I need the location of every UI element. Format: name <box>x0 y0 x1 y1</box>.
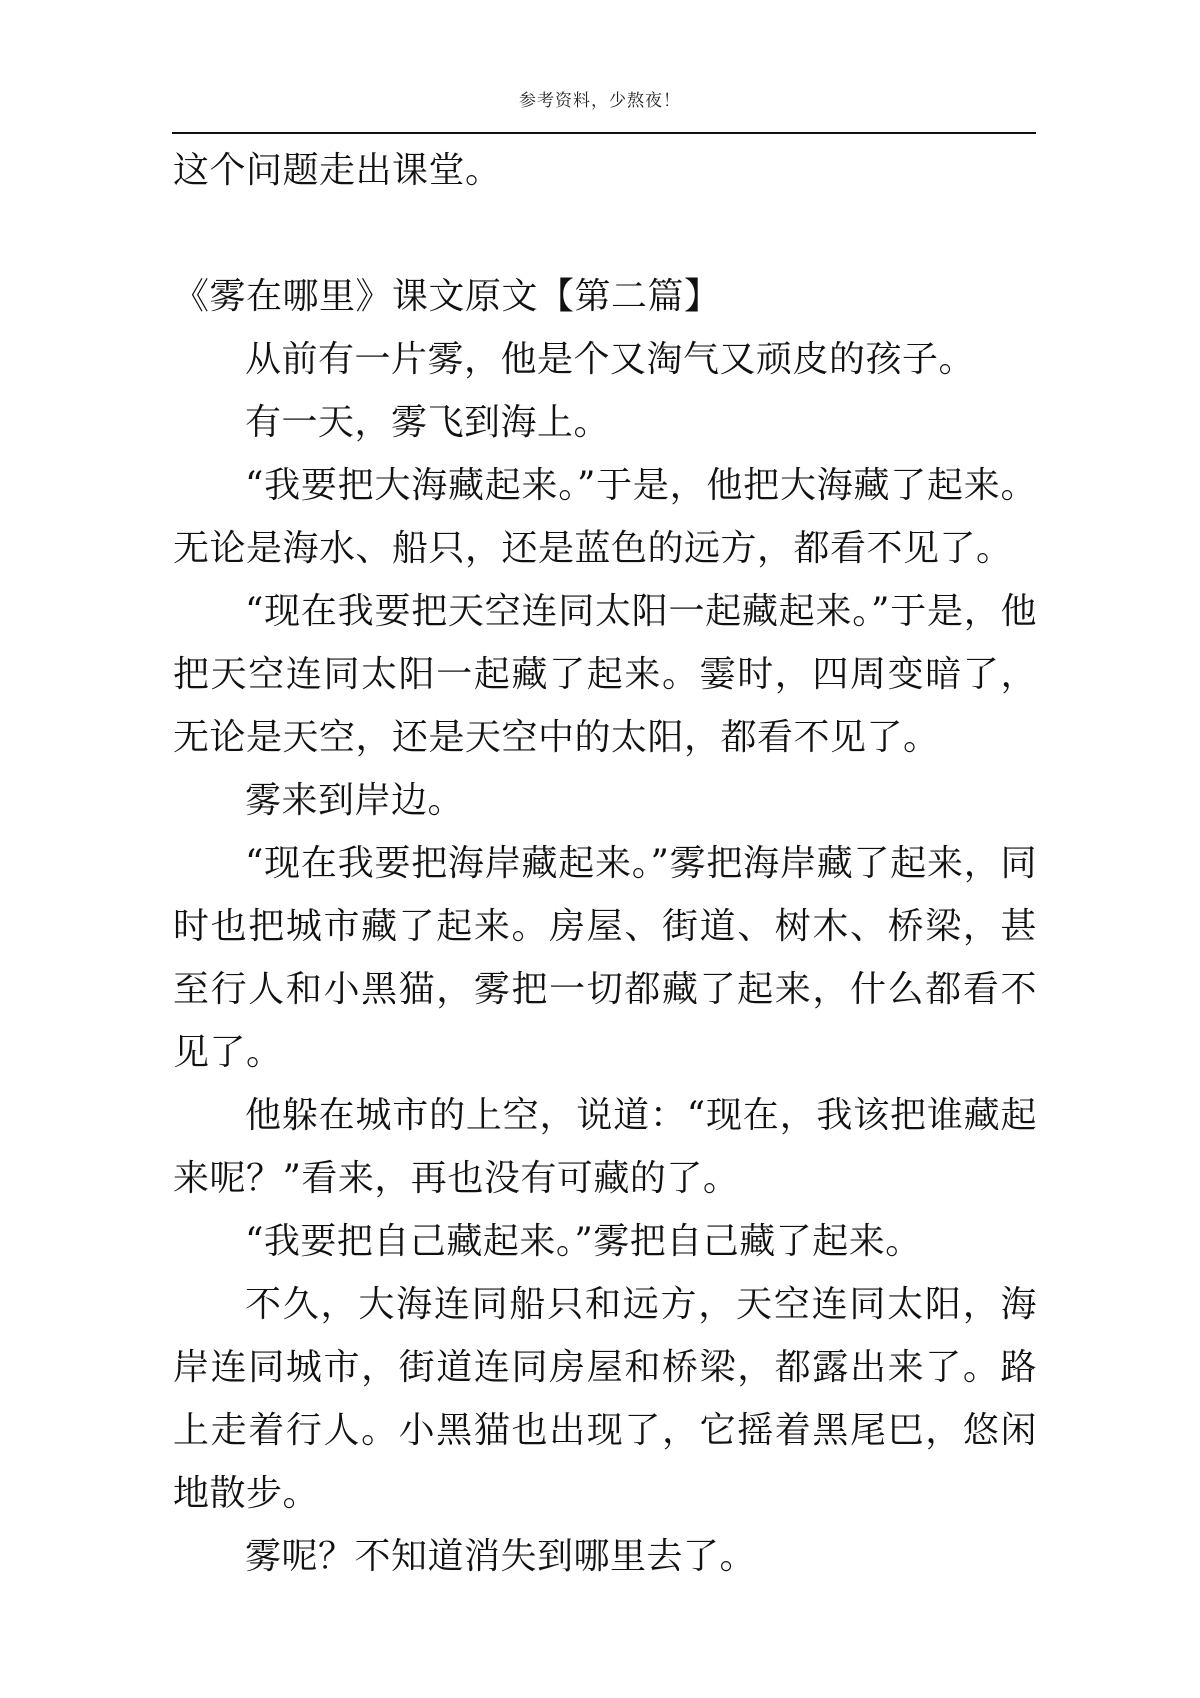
paragraph: “现在我要把海岸藏起来。”雾把海岸藏了起来，同时也把城市藏了起来。房屋、街道、树木、桥梁，甚至行人和小黑猫，雾把一切都藏了起来，什么都看不见了。 <box>173 843 1037 1073</box>
section-title: 《雾在哪里》课文原文【第二篇】 <box>173 276 721 317</box>
paragraph: “现在我要把天空连同太阳一起藏起来。”于是，他把天空连同太阳一起藏了起来。霎时，四周变暗了，无论是天空，还是天空中的太阳，都看不见了。 <box>173 591 1037 758</box>
paragraph: “我要把大海藏起来。”于是，他把大海藏了起来。无论是海水、船只，还是蓝色的远方，都看不见了。 <box>173 465 1037 569</box>
paragraph: 不久，大海连同船只和远方，天空连同太阳，海岸连同城市，街道连同房屋和桥梁，都露出来了。路上走着行人。小黑猫也出现了，它摇着黑尾巴，悠闲地散步。 <box>173 1284 1037 1514</box>
page-header: 参考资料，少熬夜！ <box>519 91 681 111</box>
paragraph: “我要把自己藏起来。”雾把自己藏了起来。 <box>245 1221 922 1262</box>
document-body <box>173 139 1037 1588</box>
paragraph: 雾呢？不知道消失到哪里去了。 <box>245 1536 757 1577</box>
paragraph: 有一天，雾飞到海上。 <box>245 402 611 443</box>
continuation-line: 这个问题走出课堂。 <box>173 150 502 191</box>
header-divider <box>172 132 1036 134</box>
blank-line <box>173 202 1037 265</box>
paragraph: 从前有一片雾，他是个又淘气又顽皮的孩子。 <box>245 339 976 380</box>
paragraph: 他躲在城市的上空，说道：“现在，我该把谁藏起来呢？”看来，再也没有可藏的了。 <box>173 1095 1037 1199</box>
paragraph: 雾来到岸边。 <box>245 780 465 821</box>
